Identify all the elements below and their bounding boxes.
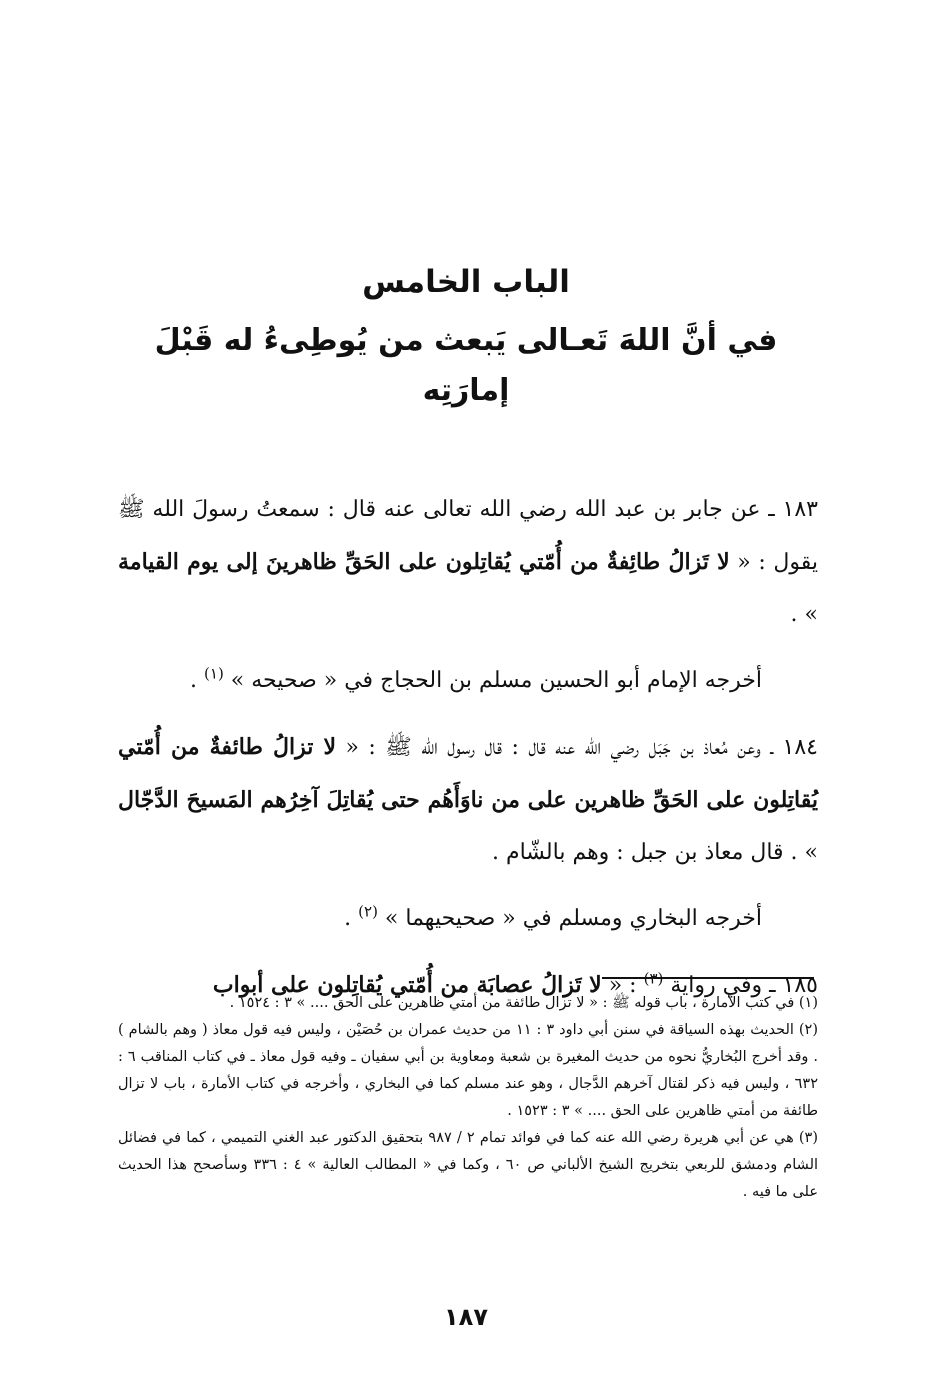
takhrij-184-paragraph: [118, 893, 818, 945]
footnote-3: (٣) هي عن أبي هريرة رضي الله عنه كما في فوائد تمام ٢ / ٩٨٧ بتحقيق الدكتور عبد الغني التميمي ، كما في فضائل الشام ودمشق للربعي بتخريج الشيخ الألباني ص ٦٠ ، وكما في « المطالب العالية » ٤ : ٣٣٦ وسأصحح هذا الحديث على ما فيه .: [118, 1130, 819, 1200]
hadith-184-end: » . قال معاذ بن جبل : وهم بالشّام .: [491, 840, 818, 865]
hadith-185-text: لا تَزالُ عصابَة من أُمّتي يُقاتِلون على أبواب: [212, 972, 602, 998]
takhrij-183-paragraph: [118, 655, 818, 707]
takhrij-183-end: .: [190, 668, 205, 693]
footnote-ref-2: (٢): [358, 902, 378, 921]
hadith-183-end: » .: [790, 602, 818, 627]
main-text: [118, 484, 818, 1012]
footnote-1: (١) في كتب الأمارة ، باب قوله ﷺ : « لا تزال طائفة من أمتي ظاهرين على الحق .... » ٣ : ١٥٢٤ .: [229, 995, 818, 1011]
footnote-ref-1: (١): [204, 664, 224, 683]
takhrij-184-text: أخرجه البخاري ومسلم في « صحيحيهما »: [377, 906, 762, 931]
hadith-184-paragraph: [118, 721, 818, 879]
hadith-184-text: لا تزالُ طائفةٌ من أُمّتي يُقاتِلون على الحَقِّ ظاهرين على من ناوَأَهُم حتى يُقاتِلَ آخِرُهم المَسيحَ الدَّجّال: [118, 734, 818, 813]
footnotes: [118, 990, 818, 1206]
hadith-185-mid: : «: [601, 973, 644, 998]
chapter-heading: [150, 258, 782, 416]
footnote-divider: [602, 977, 814, 979]
takhrij-183-text: أخرجه الإمام أبو الحسين مسلم بن الحجاج في « صحيحه »: [223, 668, 762, 693]
footnote-2: (٢) الحديث بهذه السياقة في سنن أبي داود ٣ : ١١ من حديث عمران بن حُصَيْن ، وليس فيه قول معاذ ( وهم بالشام ) . وقد أخرج البُخاريُّ نحوه من حديث المغيرة بن شعبة ومعاوية بن أبي سفيان ـ وفيه قول معاذ ـ في كتاب المناقب ٦ : ٦٣٢ ، وليس فيه ذكر لقتال آخرهم الدَّجال ، وهو عند مسلم كما في البخاري ، وأخرجه في كتاب الأمارة ، باب لا تزال طائفة من أمتي ظاهرين على الحق .... » ٣ : ١٥٢٣ .: [118, 1022, 819, 1119]
hadith-183-text: لا تَزالُ طائِفةٌ من أُمّتي يُقاتِلون على الحَقِّ ظاهرينَ إلى يوم القيامة: [118, 549, 730, 575]
page-number: ١٨٧: [444, 1303, 488, 1331]
takhrij-184-end: .: [344, 906, 359, 931]
chapter-subtitle: في أنَّ اللهَ تَعـالى يَبعث من يُوطِىءُ له قَبْلَ إمارَتِه: [154, 323, 778, 408]
hadith-183-paragraph: [118, 484, 818, 641]
chapter-title: الباب الخامس: [362, 264, 570, 300]
footnote-ref-3: (٣): [643, 969, 664, 988]
hadith-185-intro: ١٨٥ ـ وفي رواية: [663, 973, 818, 998]
hadith-183-intro: ١٨٣ ـ عن جابر بن عبد الله رضي الله تعالى عنه قال : سمعتُ رسولَ الله ﷺ يقول : «: [118, 497, 819, 575]
hadith-184-intro: ١٨٤ ـ وعن مُعاذ بن جَبَل رضي الله عنه قال : قال رسول الله ﷺ : «: [336, 735, 818, 760]
